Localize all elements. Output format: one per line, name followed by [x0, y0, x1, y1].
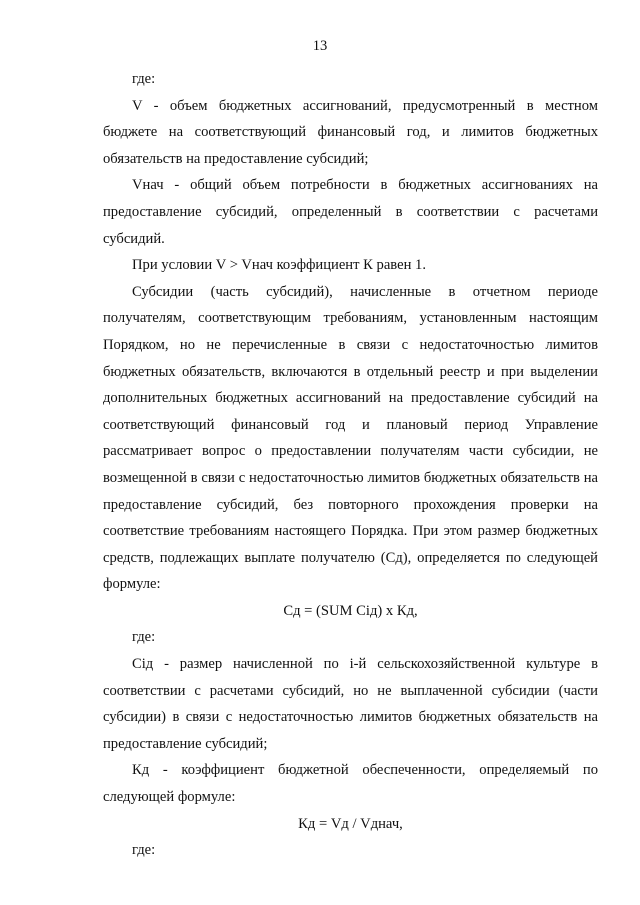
paragraph-cid-definition: Сiд - размер начисленной по i-й сельскохозяйственной культуре в соответствии с расчетами субсидий, но не выплаченной субсидии (части субсидии) в связи с недостаточностью лимитов бюджетных обязательств на предоставление субсидий; [103, 656, 598, 752]
document-body [103, 66, 598, 864]
formula-kd: Кд = Vд / Vднач, [298, 815, 403, 832]
formula-sd: Сд = (SUM Сiд) x Кд, [283, 602, 418, 619]
paragraph-where-2: где: [132, 629, 156, 646]
paragraph-v-definition: V - объем бюджетных ассигнований, предусмотренный в местном бюджете на соответствующий финансовый год, и лимитов бюджетных обязательств на предоставление субсидий; [103, 97, 598, 167]
paragraph-subsidies: Субсидии (часть субсидий), начисленные в отчетном периоде получателям, соответствующим требованиям, установленным настоящим Порядком, но не перечисленные в связи с недостаточностью лимитов бюджетных обязательств, включаются в отдельный реестр и при выделении дополнительных бюджетных ассигнований на предоставление субсидий на соответствующий финансовый год и плановый период Управление рассматривает вопрос о предоставлении получателям части субсидии, не возмещенной в связи с недостаточностью лимитов бюджетных обязательств на предоставление субсидий, без повторного прохождения проверки на соответствие требованиям настоящего Порядка. При этом размер бюджетных средств, подлежащих выплате получателю (Сд), определяется по следующей формуле: [103, 283, 598, 593]
paragraph-condition: При условии V > Vнач коэффициент К равен 1. [132, 257, 426, 274]
paragraph-kd-definition: Кд - коэффициент бюджетной обеспеченности, определяемый по следующей формуле: [103, 762, 598, 806]
paragraph-vnach-definition: Vнач - общий объем потребности в бюджетных ассигнованиях на предоставление субсидий, определенный в соответствии с расчетами субсидий. [103, 177, 598, 247]
paragraph-where-1: где: [132, 71, 156, 87]
paragraph-where-3: где: [132, 842, 156, 859]
page-number: 13 [312, 38, 328, 54]
